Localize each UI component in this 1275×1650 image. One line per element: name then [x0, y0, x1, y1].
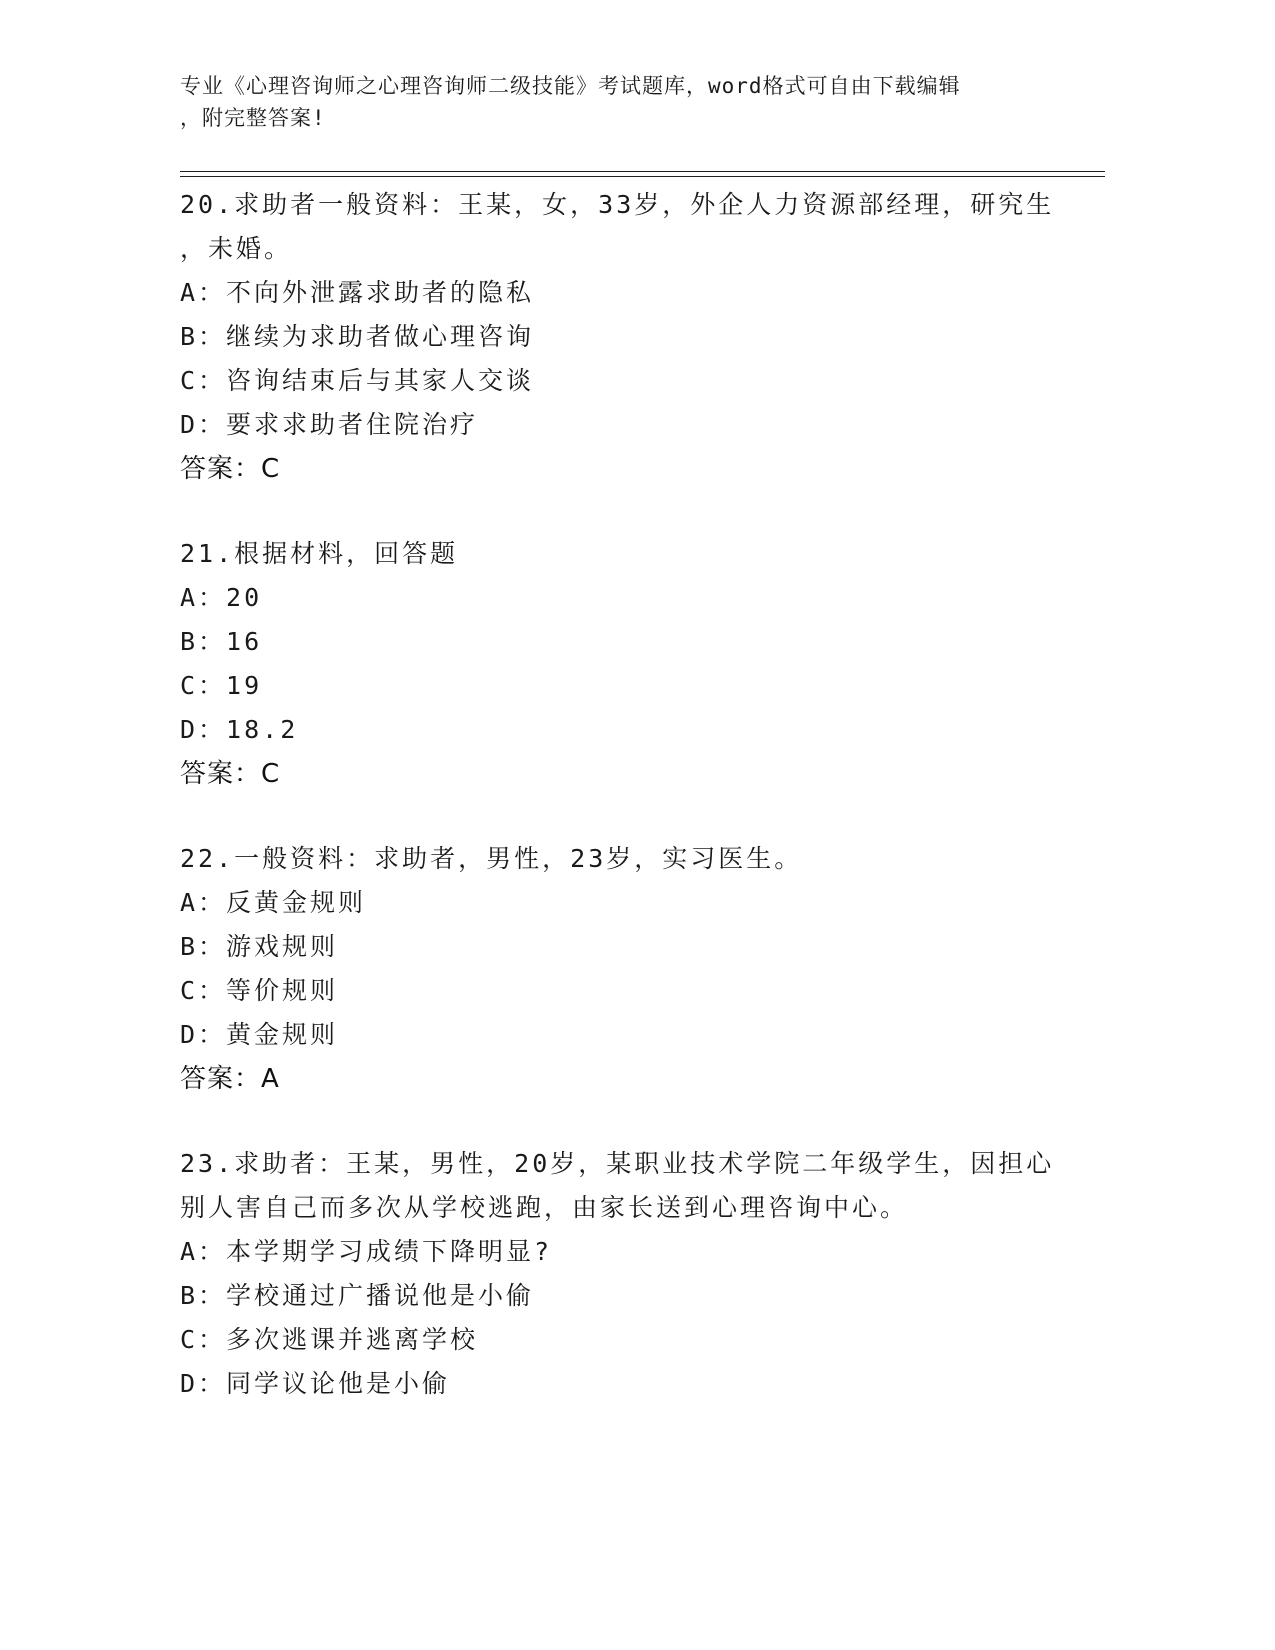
option-d: D：要求求助者住院治疗: [180, 410, 479, 439]
header-divider-bottom: [180, 176, 1105, 177]
option-c: C：19: [180, 671, 263, 700]
option-c: C：多次逃课并逃离学校: [180, 1325, 479, 1354]
document-header: [180, 70, 1060, 134]
question-stem: 22.一般资料：求助者，男性，23岁，实习医生。: [180, 844, 803, 873]
option-a: A：20: [180, 583, 263, 612]
question-stem: 23.求助者：王某，男性，20岁，某职业技术学院二年级学生，因担心: [180, 1149, 1055, 1178]
option-b: B：16: [180, 627, 263, 656]
question-20: [180, 183, 1080, 491]
option-b: B：继续为求助者做心理咨询: [180, 322, 535, 351]
question-22: [180, 837, 1080, 1101]
header-divider-top: [180, 171, 1105, 172]
option-b: B：游戏规则: [180, 932, 339, 961]
option-b: B：学校通过广播说他是小偷: [180, 1281, 535, 1310]
question-stem: 别人害自己而多次从学校逃跑，由家长送到心理咨询中心。: [180, 1193, 909, 1222]
option-a: A：不向外泄露求助者的隐私: [180, 278, 535, 307]
question-list: [180, 183, 1080, 1447]
header-line-1: 专业《心理咨询师之心理咨询师二级技能》考试题库，word格式可自由下载编辑: [180, 74, 961, 98]
answer-line: 答案：A: [180, 1064, 280, 1094]
option-d: D：18.2: [180, 715, 299, 744]
option-d: D：同学议论他是小偷: [180, 1369, 451, 1398]
option-a: A：本学期学习成绩下降明显?: [180, 1237, 553, 1266]
answer-line: 答案：C: [180, 759, 281, 789]
question-23: [180, 1142, 1080, 1406]
option-c: C：等价规则: [180, 976, 339, 1005]
option-c: C：咨询结束后与其家人交谈: [180, 366, 535, 395]
header-line-2: ，附完整答案!: [180, 106, 326, 130]
option-d: D：黄金规则: [180, 1020, 339, 1049]
answer-line: 答案：C: [180, 454, 281, 484]
question-stem: 20.求助者一般资料：王某，女，33岁，外企人力资源部经理，研究生: [180, 190, 1055, 219]
option-a: A：反黄金规则: [180, 888, 367, 917]
question-21: [180, 532, 1080, 796]
question-stem: 21.根据材料，回答题: [180, 539, 459, 568]
question-stem: ，未婚。: [180, 234, 293, 263]
